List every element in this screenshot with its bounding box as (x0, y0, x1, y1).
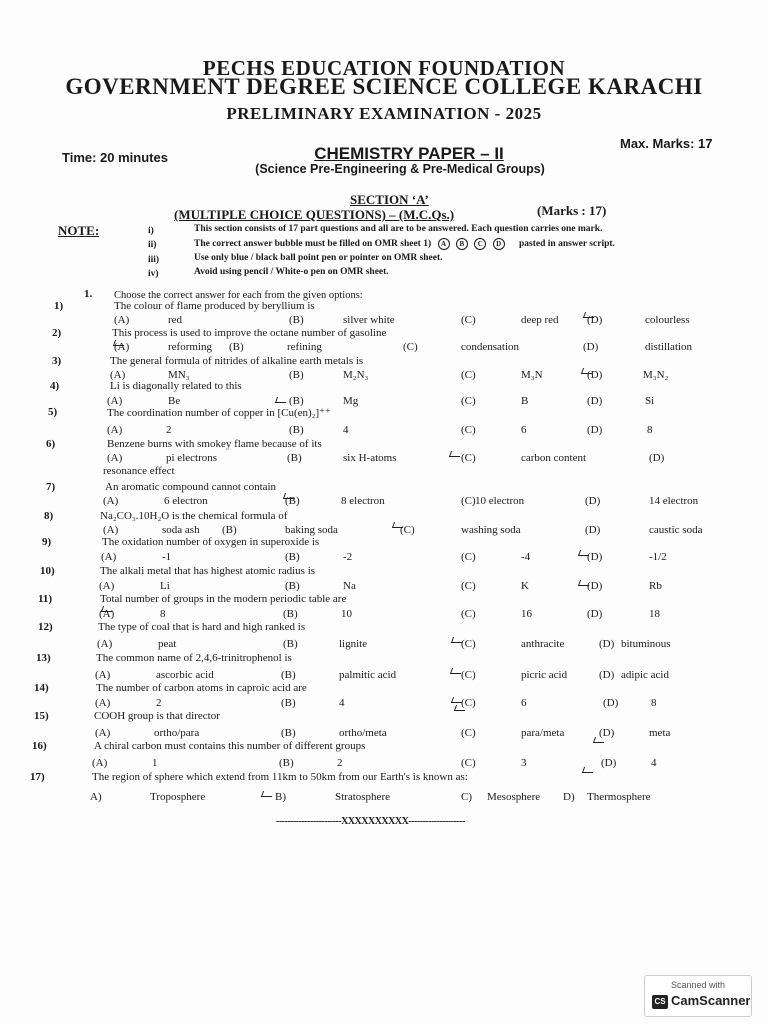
option-c-value: picric acid (521, 669, 568, 681)
question-number: 4) (50, 380, 60, 392)
option-a-label: (A) (114, 341, 130, 353)
option-c-value: condensation (461, 341, 520, 353)
question-number: 16) (32, 740, 47, 752)
end-of-paper-line: -----------------------XXXXXXXXXX-------------------- (276, 816, 465, 827)
option-d-label: (D) (649, 452, 665, 464)
option-a-label: (A) (95, 669, 111, 681)
question-text: The common name of 2,4,6-trinitrophenol is (96, 652, 292, 664)
check-mark-icon (578, 580, 591, 586)
option-c-label: (C) (461, 314, 476, 326)
option-a-value: red (168, 314, 183, 326)
check-mark-icon (451, 697, 464, 703)
option-a-value: -1 (162, 551, 172, 563)
option-b-value: 4 (343, 424, 349, 436)
camscanner-brand: CamScanner (671, 993, 751, 1008)
option-d-label: (D) (585, 495, 601, 507)
note-text: Use only blue / black ball point pen or pointer on OMR sheet. (194, 253, 443, 263)
option-d-value: 18 (649, 608, 660, 620)
camscanner-watermark (644, 975, 752, 1017)
note-text-omr (194, 238, 615, 250)
note-num: iv) (148, 269, 159, 279)
exam-title: PRELIMINARY EXAMINATION - 2025 (226, 104, 542, 123)
option-a-value: pi electrons (166, 452, 218, 464)
question-text-continuation: resonance effect (103, 465, 175, 477)
option-b-label: (B) (289, 395, 304, 407)
option-c-value: 10 electron (475, 495, 525, 507)
note-text: The correct answer bubble must be filled on OMR sheet 1) (194, 239, 432, 250)
option-d-value: Si (645, 395, 655, 407)
question-text: The general formula of nitrides of alkaline earth metals is (110, 355, 364, 367)
option-d-label: (D) (599, 638, 615, 650)
option-d-label: (D) (599, 727, 615, 739)
option-c-value: carbon content (521, 452, 587, 464)
option-a-label: (A) (103, 524, 119, 536)
option-c-label: (C) (461, 369, 476, 381)
option-c-label: (C) (461, 495, 476, 507)
option-c-value: 6 (521, 697, 527, 709)
option-a-value: peat (158, 638, 177, 650)
option-d-label: (D) (587, 580, 603, 592)
option-d-label: (D) (587, 369, 603, 381)
option-c-value: 16 (521, 608, 532, 620)
option-c-label: (C) (461, 551, 476, 563)
option-d-value: Rb (649, 580, 662, 592)
option-b-value: 8 electron (341, 495, 385, 507)
option-b-value: silver white (343, 314, 395, 326)
question-text: A chiral carbon must contains this number of different groups (94, 740, 366, 752)
question-text: The alkali metal that has highest atomic radius is (100, 565, 316, 577)
check-mark-icon (275, 397, 288, 403)
option-d-label: (D) (603, 697, 619, 709)
option-d-value: colourless (645, 314, 690, 326)
option-c-label: (C) (461, 757, 476, 769)
option-d-label: (D) (587, 424, 603, 436)
option-d-label: (D) (585, 524, 601, 536)
option-a-label: (A) (99, 608, 115, 620)
option-b-value: baking soda (285, 524, 338, 536)
option-a-label: (A) (95, 727, 111, 739)
option-a-label: (A) (107, 395, 123, 407)
option-a-label: (A) (97, 638, 113, 650)
question-text: The type of coal that is hard and high ranked is (98, 621, 306, 633)
option-a-label: (A) (101, 551, 117, 563)
note-num: ii) (148, 240, 157, 250)
question-text: Total number of groups in the modern periodic table are (100, 593, 347, 605)
foundation-title: PECHS EDUCATION FOUNDATION (202, 56, 566, 80)
paper-title: CHEMISTRY PAPER – II (314, 144, 504, 163)
option-b-label: (B) (285, 580, 300, 592)
groups-subtitle: (Science Pre-Engineering & Pre-Medical Groups) (255, 162, 545, 176)
instruction-text: Choose the correct answer for each from the given options: (114, 290, 363, 301)
check-mark-icon (578, 550, 591, 556)
option-d-value: -1/2 (649, 551, 667, 563)
camscanner-logo-icon: CS (652, 995, 668, 1009)
option-c-label: (C) (461, 424, 476, 436)
option-b-label: (B) (289, 314, 304, 326)
question-text: The coordination number of copper in [Cu(en)₂]⁺⁺ (107, 407, 331, 419)
check-mark-icon (593, 737, 606, 743)
time-label: Time: 20 minutes (62, 150, 168, 165)
check-mark-icon (454, 705, 467, 711)
option-c-label: (C) (461, 638, 476, 650)
option-a-label: A) (90, 791, 102, 803)
option-d-value: adipic acid (621, 669, 669, 681)
question-text: This process is used to improve the octane number of gasoline (112, 327, 387, 339)
option-a-value: ascorbic acid (156, 669, 214, 681)
option-c-value: M₃N (521, 369, 543, 381)
option-a-value: 1 (152, 757, 158, 769)
option-d-value: Thermosphere (587, 791, 651, 803)
option-c-label: (C) (461, 580, 476, 592)
note-label: NOTE: (58, 223, 100, 238)
option-c-value: 3 (521, 757, 527, 769)
max-marks-label: Max. Marks: 17 (620, 136, 713, 151)
option-b-label: (B) (285, 551, 300, 563)
option-d-value: distillation (645, 341, 693, 353)
option-c-label: (C) (461, 669, 476, 681)
option-b-label: (B) (289, 369, 304, 381)
mcq-title: (MULTIPLE CHOICE QUESTIONS) – (M.C.Qs.) (174, 207, 455, 222)
option-a-value: ortho/para (154, 727, 200, 739)
option-b-value: palmitic acid (339, 669, 397, 681)
question-number: 14) (34, 682, 49, 694)
note-num: iii) (148, 255, 160, 265)
option-b-value: ortho/meta (339, 727, 387, 739)
question-number: 9) (42, 536, 52, 548)
check-mark-icon (283, 493, 296, 499)
option-b-label: (B) (285, 495, 300, 507)
option-a-label: (A) (114, 314, 130, 326)
option-b-value: 2 (337, 757, 343, 769)
question-text: COOH group is that director (94, 710, 220, 722)
college-title: GOVERNMENT DEGREE SCIENCE COLLEGE KARACHI (65, 74, 703, 99)
option-c-value: Mesosphere (487, 791, 541, 803)
option-b-value: 10 (341, 608, 352, 620)
question-number: 1) (54, 300, 64, 312)
option-d-value: 8 (647, 424, 653, 436)
option-b-value: -2 (343, 551, 353, 563)
option-b-label: (B) (283, 608, 298, 620)
check-mark-icon (261, 791, 274, 797)
option-d-label: D) (563, 791, 575, 803)
option-b-label: (B) (289, 424, 304, 436)
option-a-value: soda ash (162, 524, 200, 536)
option-d-value: M₃N₂ (643, 369, 669, 381)
omr-bubble-d: D (493, 238, 505, 250)
question-text: The colour of flame produced by beryllium is (114, 300, 315, 312)
question-text: The region of sphere which extend from 11km to 50km from our Earth's is known as: (92, 771, 468, 783)
option-a-label: (A) (103, 495, 119, 507)
option-d-label: (D) (587, 608, 603, 620)
omr-bubble-a: A (438, 238, 450, 250)
note-text: Avoid using pencil / White-o pen on OMR sheet. (194, 267, 389, 277)
option-b-label: (B) (283, 638, 298, 650)
question-number: 3) (52, 355, 62, 367)
option-d-value: 8 (651, 697, 657, 709)
option-b-value: Na (343, 580, 356, 592)
option-a-label: (A) (110, 369, 126, 381)
question-number: 13) (36, 652, 51, 664)
question-number: 2) (52, 327, 62, 339)
option-a-value: Troposphere (150, 791, 206, 803)
option-a-value: reforming (168, 341, 212, 353)
option-a-value: 8 (160, 608, 166, 620)
option-b-label: (B) (229, 341, 244, 353)
question-number: 10) (40, 565, 55, 577)
option-b-label: (B) (281, 727, 296, 739)
option-c-label: C) (461, 791, 472, 803)
option-a-value: 6 electron (164, 495, 208, 507)
option-c-label: (C) (461, 452, 476, 464)
option-d-value: meta (649, 727, 671, 739)
question-number: 15) (34, 710, 49, 722)
instruction-number: 1. (84, 288, 93, 300)
check-mark-icon (101, 606, 114, 612)
option-c-value: anthracite (521, 638, 565, 650)
question-text: Na₂CO₃.10H₂O is the chemical formula of (100, 510, 288, 522)
check-mark-icon (451, 637, 464, 643)
question-text: An aromatic compound cannot contain (105, 481, 277, 493)
option-c-value: deep red (521, 314, 559, 326)
question-text: The number of carbon atoms in caproic acid are (96, 682, 307, 694)
option-a-value: Li (160, 580, 170, 592)
option-b-label: (B) (281, 697, 296, 709)
check-mark-icon (581, 368, 594, 374)
check-mark-icon (450, 668, 463, 674)
option-b-value: Stratosphere (335, 791, 390, 803)
option-c-label: (C) (461, 608, 476, 620)
option-b-label: (B) (279, 757, 294, 769)
option-a-label: (A) (107, 452, 123, 464)
check-mark-icon (113, 340, 126, 346)
option-b-label: (B) (287, 452, 302, 464)
option-a-value: MN₃ (168, 369, 190, 381)
omr-bubble-b: B (456, 238, 468, 250)
option-d-label: (D) (583, 341, 599, 353)
option-b-label: B) (275, 791, 286, 803)
option-b-value: Mg (343, 395, 359, 407)
check-mark-icon (449, 451, 462, 457)
option-b-value: 4 (339, 697, 345, 709)
option-a-value: Be (168, 395, 181, 407)
option-c-value: washing soda (461, 524, 521, 536)
question-number: 6) (46, 438, 56, 450)
option-b-value: M₂N₃ (343, 369, 369, 381)
section-marks: (Marks : 17) (537, 203, 607, 218)
option-c-label: (C) (461, 395, 476, 407)
check-mark-icon (582, 767, 595, 773)
option-d-value: 4 (651, 757, 657, 769)
option-d-label: (D) (587, 314, 603, 326)
option-a-label: (A) (95, 697, 111, 709)
option-c-value: para/meta (521, 727, 565, 739)
scanned-with-label: Scanned with (670, 980, 726, 990)
question-number: 5) (48, 406, 58, 418)
question-number: 8) (44, 510, 54, 522)
note-num: i) (148, 226, 154, 236)
option-a-label: (A) (107, 424, 123, 436)
option-d-label: (D) (601, 757, 617, 769)
omr-bubble-c: C (474, 238, 486, 250)
option-d-label: (D) (599, 669, 615, 681)
question-text: Benzene burns with smokey flame because of its (107, 438, 322, 450)
question-number: 7) (46, 481, 56, 493)
option-b-label: (B) (281, 669, 296, 681)
option-b-label: (B) (222, 524, 237, 536)
option-b-value: refining (287, 341, 322, 353)
option-c-value: 6 (521, 424, 527, 436)
section-title: SECTION ‘A’ (350, 192, 429, 207)
question-number: 12) (38, 621, 53, 633)
option-c-value: B (521, 395, 529, 407)
option-a-value: 2 (166, 424, 172, 436)
option-d-value: caustic soda (649, 524, 703, 536)
option-c-value: -4 (521, 551, 531, 563)
note-text-tail: pasted in answer script. (519, 239, 615, 250)
option-d-label: (D) (587, 395, 603, 407)
question-text: The oxidation number of oxygen in superoxide is (102, 536, 320, 548)
option-c-label: (C) (461, 697, 476, 709)
option-c-label: (C) (403, 341, 418, 353)
option-d-value: 14 electron (649, 495, 699, 507)
option-c-label: (C) (461, 727, 476, 739)
option-c-value: K (521, 580, 529, 592)
option-a-label: (A) (99, 580, 115, 592)
question-text: Li is diagonally related to this (110, 380, 242, 392)
question-number: 17) (30, 771, 45, 783)
option-a-value: 2 (156, 697, 162, 709)
question-number: 11) (38, 593, 53, 605)
check-mark-icon (392, 522, 405, 528)
option-d-value: bituminous (621, 638, 671, 650)
option-d-label: (D) (587, 551, 603, 563)
check-mark-icon (583, 312, 596, 318)
option-a-label: (A) (92, 757, 108, 769)
option-c-label: (C) (400, 524, 415, 536)
option-b-value: lignite (339, 638, 368, 650)
note-text: This section consists of 17 part questions and all are to be answered. Each question carries one mark. (194, 224, 603, 234)
option-b-value: six H-atoms (343, 452, 397, 464)
